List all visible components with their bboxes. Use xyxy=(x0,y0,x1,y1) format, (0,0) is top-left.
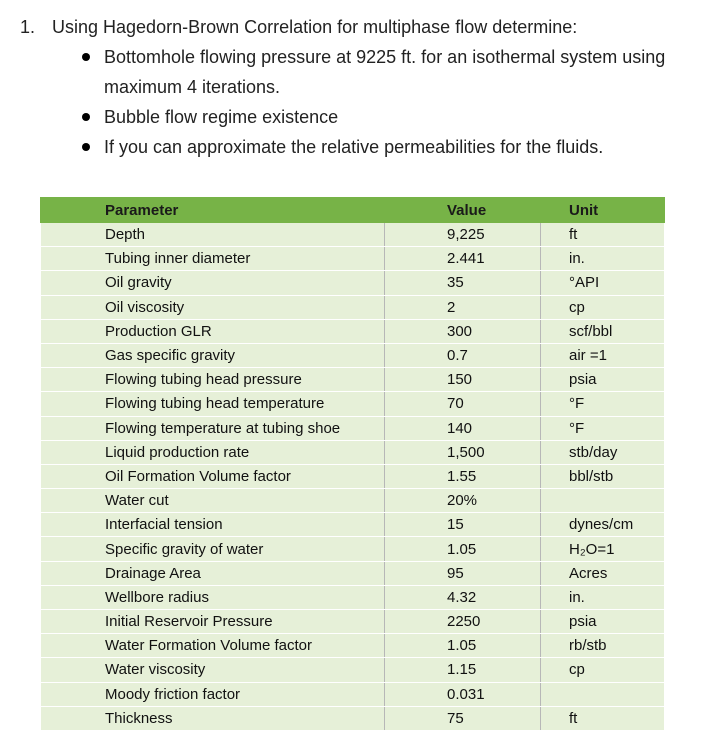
table-row xyxy=(41,368,665,392)
cell-value: 300 xyxy=(385,319,541,343)
cell-parameter: Flowing tubing head pressure xyxy=(41,368,385,392)
cell-parameter: Oil viscosity xyxy=(41,295,385,319)
cell-value: 140 xyxy=(385,416,541,440)
cell-unit: cp xyxy=(541,295,665,319)
cell-parameter: Flowing tubing head temperature xyxy=(41,392,385,416)
table-row xyxy=(41,416,665,440)
cell-parameter: Oil gravity xyxy=(41,271,385,295)
cell-value: 0.031 xyxy=(385,682,541,706)
bullet-text: Bubble flow regime existence xyxy=(104,107,339,127)
bullet-icon xyxy=(82,113,90,121)
cell-unit: ft xyxy=(541,223,665,247)
cell-parameter: Water Formation Volume factor xyxy=(41,634,385,658)
cell-value: 95 xyxy=(385,561,541,585)
table-row xyxy=(41,585,665,609)
bullet-text: Bottomhole flowing pressure at 9225 ft. for an isothermal system using maximum 4 iterations. xyxy=(104,47,666,97)
table-row xyxy=(41,634,665,658)
bullet-item xyxy=(20,42,704,102)
cell-value: 9,225 xyxy=(385,223,541,247)
cell-parameter: Flowing temperature at tubing shoe xyxy=(41,416,385,440)
cell-unit: scf/bbl xyxy=(541,319,665,343)
cell-value: 1.15 xyxy=(385,658,541,682)
table-row xyxy=(41,537,665,561)
cell-parameter: Depth xyxy=(41,223,385,247)
cell-value: 0.7 xyxy=(385,343,541,367)
table-row xyxy=(41,489,665,513)
table-row xyxy=(41,658,665,682)
cell-unit: bbl/stb xyxy=(541,464,665,488)
cell-value: 1,500 xyxy=(385,440,541,464)
cell-parameter: Specific gravity of water xyxy=(41,537,385,561)
cell-parameter: Water cut xyxy=(41,489,385,513)
table-row xyxy=(41,392,665,416)
cell-value: 1.05 xyxy=(385,634,541,658)
table-header-row xyxy=(41,198,665,223)
header-value: Value xyxy=(385,198,541,223)
cell-value: 150 xyxy=(385,368,541,392)
parameter-table xyxy=(40,197,665,731)
cell-value: 70 xyxy=(385,392,541,416)
table-row xyxy=(41,464,665,488)
bullet-item xyxy=(20,102,704,132)
cell-value: 2250 xyxy=(385,610,541,634)
cell-parameter: Interfacial tension xyxy=(41,513,385,537)
cell-unit: ft xyxy=(541,706,665,730)
cell-value: 35 xyxy=(385,271,541,295)
cell-unit: °F xyxy=(541,416,665,440)
cell-unit: cp xyxy=(541,658,665,682)
bullet-icon xyxy=(82,143,90,151)
cell-unit: dynes/cm xyxy=(541,513,665,537)
table-row xyxy=(41,247,665,271)
table-row xyxy=(41,319,665,343)
bullet-icon xyxy=(82,53,90,61)
table-row xyxy=(41,610,665,634)
table-row xyxy=(41,271,665,295)
cell-parameter: Drainage Area xyxy=(41,561,385,585)
cell-parameter: Water viscosity xyxy=(41,658,385,682)
cell-unit: Acres xyxy=(541,561,665,585)
bullet-item xyxy=(20,132,704,162)
cell-parameter: Initial Reservoir Pressure xyxy=(41,610,385,634)
cell-unit: in. xyxy=(541,585,665,609)
cell-parameter: Oil Formation Volume factor xyxy=(41,464,385,488)
cell-parameter: Moody friction factor xyxy=(41,682,385,706)
cell-unit: rb/stb xyxy=(541,634,665,658)
cell-value: 2.441 xyxy=(385,247,541,271)
table-row xyxy=(41,223,665,247)
cell-value: 4.32 xyxy=(385,585,541,609)
cell-value: 75 xyxy=(385,706,541,730)
cell-parameter: Tubing inner diameter xyxy=(41,247,385,271)
cell-unit xyxy=(541,489,665,513)
table-row xyxy=(41,295,665,319)
cell-unit: °API xyxy=(541,271,665,295)
cell-parameter: Thickness xyxy=(41,706,385,730)
table-row xyxy=(41,440,665,464)
cell-parameter: Production GLR xyxy=(41,319,385,343)
cell-unit xyxy=(541,682,665,706)
header-parameter: Parameter xyxy=(41,198,385,223)
cell-value: 2 xyxy=(385,295,541,319)
table-row xyxy=(41,513,665,537)
cell-parameter: Liquid production rate xyxy=(41,440,385,464)
cell-unit: °F xyxy=(541,392,665,416)
cell-parameter: Wellbore radius xyxy=(41,585,385,609)
cell-value: 1.05 xyxy=(385,537,541,561)
table-row xyxy=(41,561,665,585)
cell-unit: psia xyxy=(541,368,665,392)
header-unit: Unit xyxy=(541,198,665,223)
cell-value: 1.55 xyxy=(385,464,541,488)
cell-unit: air =1 xyxy=(541,343,665,367)
cell-unit: in. xyxy=(541,247,665,271)
table-row xyxy=(41,682,665,706)
bullet-list xyxy=(20,42,720,162)
bullet-text: If you can approximate the relative permeabilities for the fluids. xyxy=(104,137,604,157)
question-text: Using Hagedorn-Brown Correlation for multiphase flow determine: xyxy=(52,17,578,37)
cell-value: 15 xyxy=(385,513,541,537)
cell-value: 20% xyxy=(385,489,541,513)
cell-unit: psia xyxy=(541,610,665,634)
table-row xyxy=(41,343,665,367)
cell-unit: stb/day xyxy=(541,440,665,464)
table-body xyxy=(41,223,665,731)
table-row xyxy=(41,706,665,730)
cell-unit: H₂O=1 xyxy=(541,537,665,561)
question-number: 1. xyxy=(20,17,36,37)
cell-parameter: Gas specific gravity xyxy=(41,343,385,367)
